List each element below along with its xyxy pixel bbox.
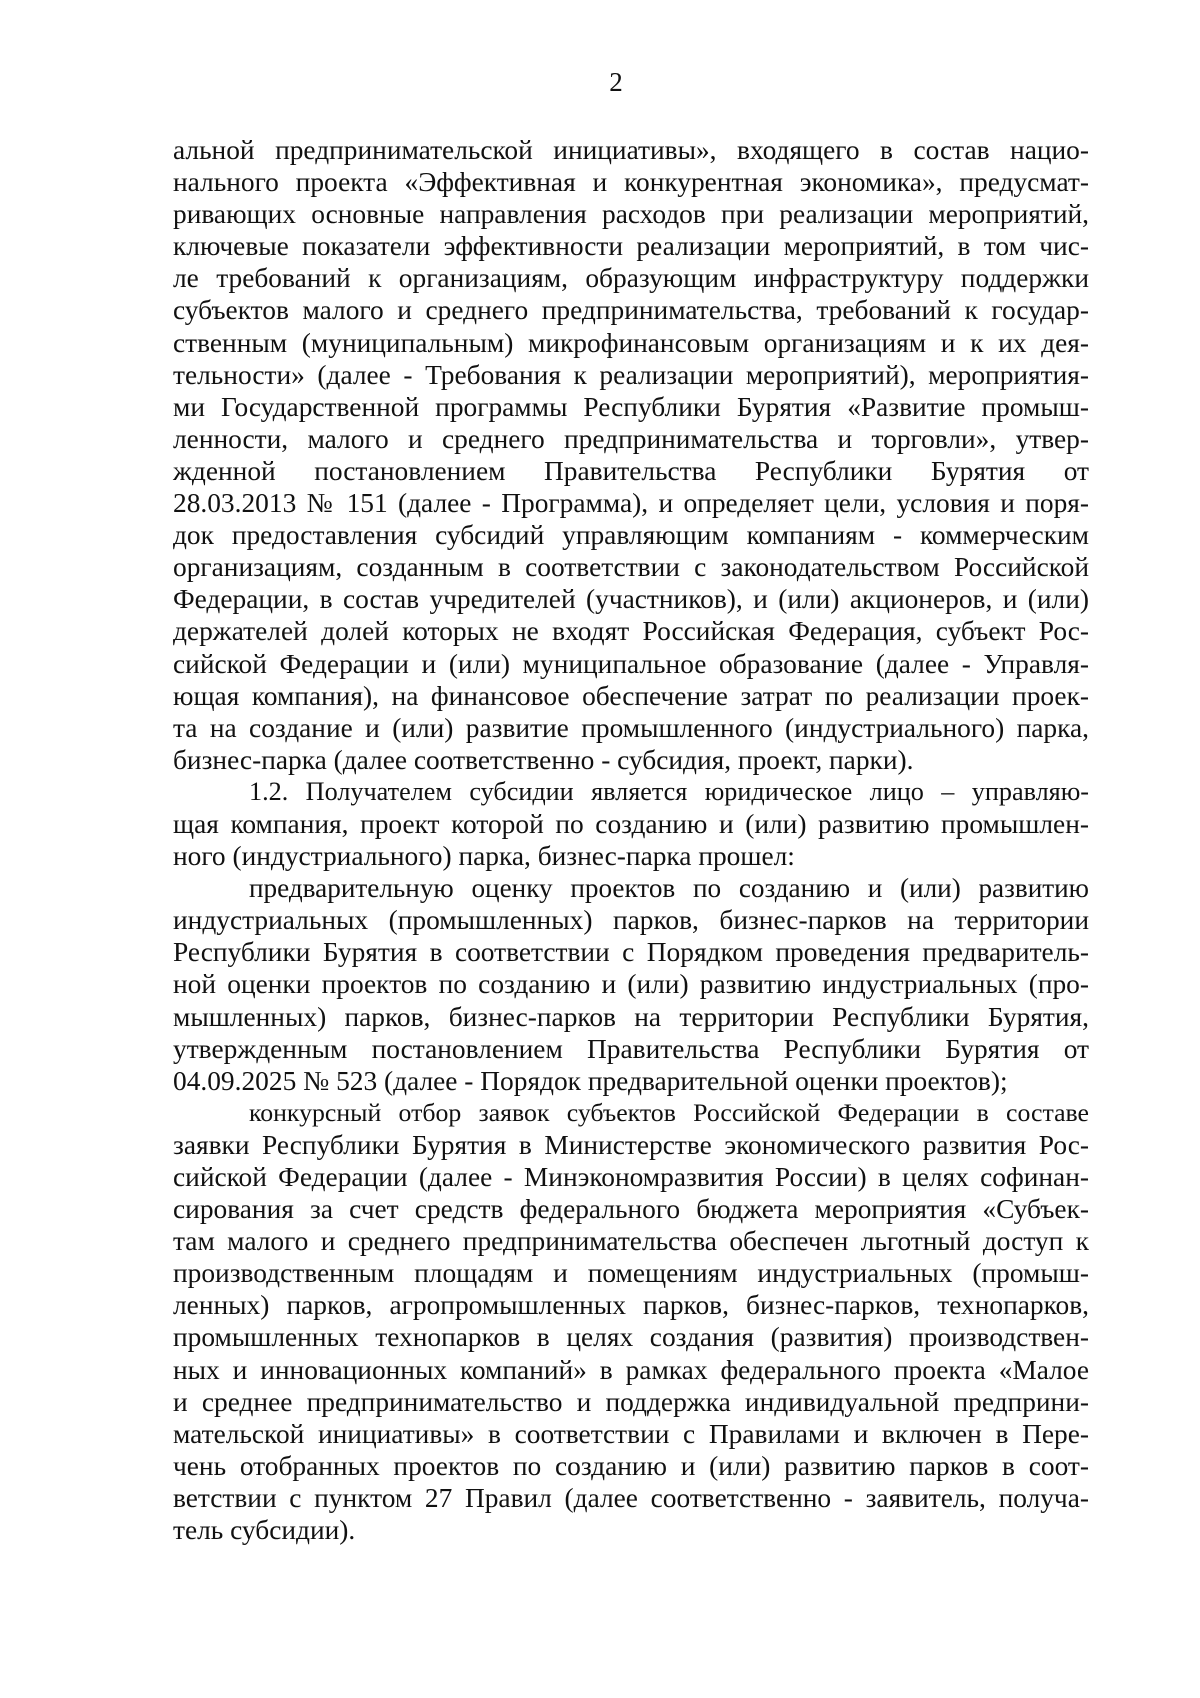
text-line: 04.09.2025 № 523 (далее - Порядок предварительной оценки проектов); (173, 1065, 1008, 1096)
text-line: мышленных) парков, бизнес-парков на территории Республики Бурятия, (173, 1001, 1089, 1032)
text-line: держателей долей которых не входят Российская Федерация, субъект Рос- (173, 616, 1089, 647)
text-line: сирования за счет средств федерального бюджета мероприятия «Субъек- (173, 1194, 1089, 1225)
text-line: ле требований к организациям, образующим инфраструктуру поддержки (173, 263, 1089, 294)
page-number: 2 (609, 67, 623, 97)
text-line: сийской Федерации и (или) муниципальное образование (далее - Управля- (173, 648, 1089, 679)
text-line: индустриальных (промышленных) парков, бизнес-парков на территории (173, 905, 1089, 936)
text-line: ющая компания), на финансовое обеспечение затрат по реализации проек- (173, 680, 1089, 711)
text-line: та на создание и (или) развитие промышленного (индустриального) парка, (173, 712, 1089, 743)
text-line: Федерации, в состав учредителей (участников), и (или) акционеров, и (или) (173, 584, 1089, 615)
text-line: сийской Федерации (далее - Минэкономразвития России) в целях софинан- (173, 1162, 1089, 1192)
text-line: альной предпринимательской инициативы», входящего в состав нацио- (173, 135, 1089, 165)
text-line: ключевые показатели эффективности реализации мероприятий, в том чис- (173, 231, 1089, 262)
text-line: субъектов малого и среднего предпринимательства, требований к государ- (173, 295, 1089, 326)
text-line: ленности, малого и среднего предпринимательства и торговли», утвер- (173, 423, 1089, 454)
text-line: промышленных технопарков в целях создания (развития) производствен- (173, 1322, 1089, 1353)
body-text (173, 134, 1089, 1546)
text-line: ми Государственной программы Республики Бурятия «Развитие промыш- (173, 391, 1089, 422)
text-line: тель субсидии). (173, 1515, 356, 1546)
text-line: ривающих основные направления расходов при реализации мероприятий, (173, 199, 1089, 230)
text-line: ных и инновационных компаний» в рамках федерального проекта «Малое (173, 1354, 1089, 1385)
text-line: ственным (муниципальным) микрофинансовым организациям и к их дея- (173, 327, 1089, 358)
text-line: Республики Бурятия в соответствии с Порядком проведения предваритель- (173, 937, 1089, 968)
text-line: 1.2. Получателем субсидии является юридическое лицо – управляю- (249, 776, 1089, 806)
text-line: ного (индустриального) парка, бизнес-парка прошел: (173, 841, 795, 872)
text-line: док предоставления субсидий управляющим компаниям - коммерческим (173, 520, 1089, 551)
text-line: нального проекта «Эффективная и конкурентная экономика», предусмат- (173, 167, 1089, 198)
text-line: и среднее предпринимательство и поддержка индивидуальной предприни- (173, 1386, 1089, 1417)
text-line: тельности» (далее - Требования к реализации мероприятий), мероприятия- (173, 359, 1089, 390)
text-line: производственным площадям и помещениям индустриальных (промыш- (173, 1258, 1089, 1289)
text-line: мательской инициативы» в соответствии с Правилами и включен в Пере- (173, 1418, 1089, 1449)
text-line: конкурсный отбор заявок субъектов Российской Федерации в составе (249, 1097, 1089, 1127)
text-line: жденной постановлением Правительства Республики Бурятия от (173, 455, 1089, 486)
text-line: организациям, созданным в соответствии с законодательством Российской (173, 552, 1089, 583)
text-line: утвержденным постановлением Правительства Республики Бурятия от (173, 1033, 1089, 1064)
text-line: заявки Республики Бурятия в Министерстве экономического развития Рос- (173, 1129, 1089, 1160)
text-line: предварительную оценку проектов по созданию и (или) развитию (249, 873, 1089, 904)
text-line: ветствии с пунктом 27 Правил (далее соответственно - заявитель, получа- (173, 1482, 1089, 1513)
text-line: щая компания, проект которой по созданию и (или) развитию промышлен- (173, 808, 1089, 839)
text-line: 28.03.2013 № 151 (далее - Программа), и определяет цели, условия и поря- (173, 488, 1089, 519)
text-line: там малого и среднего предпринимательства обеспечен льготный доступ к (173, 1226, 1089, 1257)
text-line: ленных) парков, агропромышленных парков, бизнес-парков, технопарков, (173, 1290, 1089, 1321)
text-line: бизнес-парка (далее соответственно - субсидия, проект, парки). (173, 744, 914, 775)
text-line: чень отобранных проектов по созданию и (или) развитию парков в соот- (173, 1450, 1089, 1481)
text-line: ной оценки проектов по созданию и (или) развитию индустриальных (про- (173, 969, 1089, 1000)
